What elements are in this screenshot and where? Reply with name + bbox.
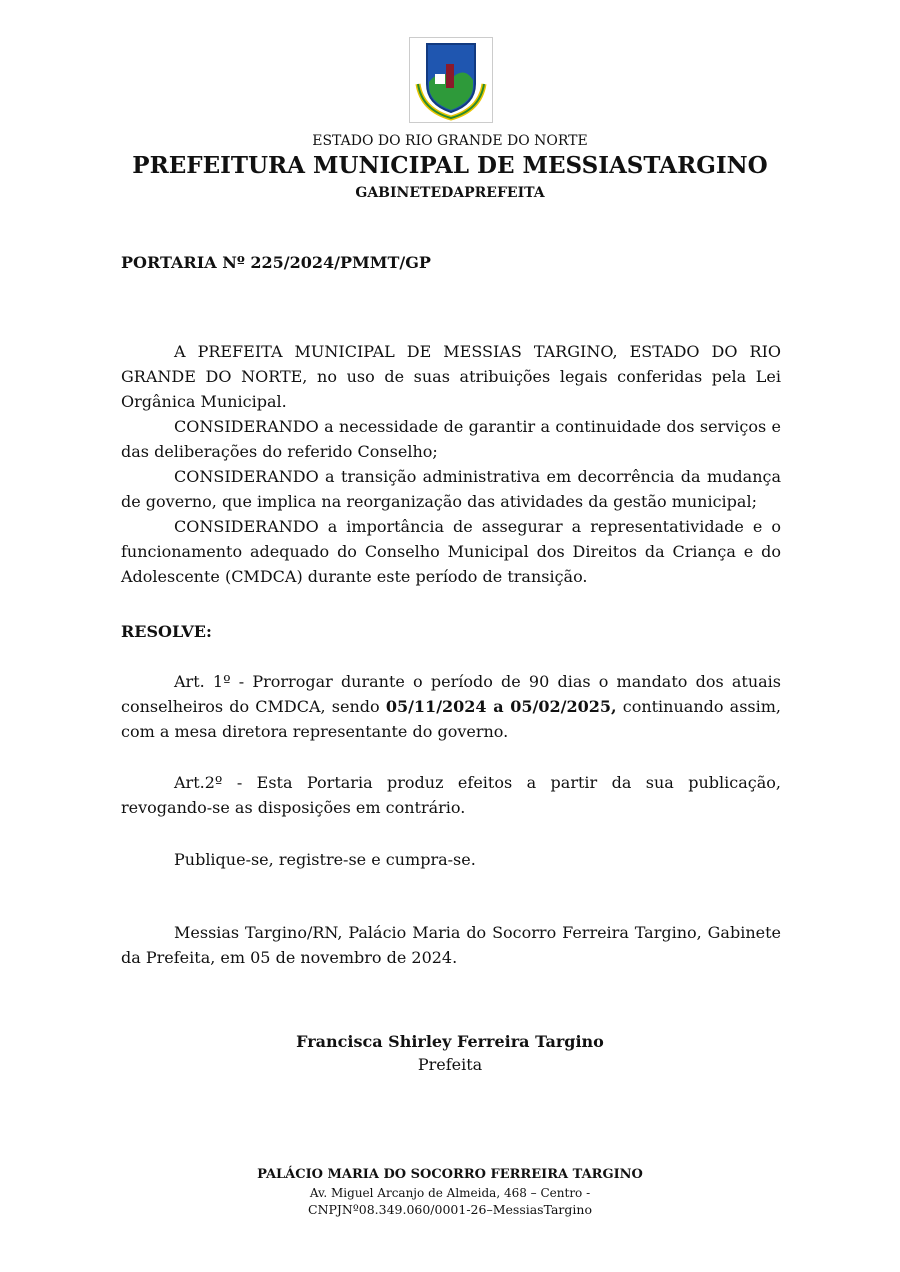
footer-cnpj: CNPJNº08.349.060/0001-26–MessiasTargino <box>308 1202 592 1217</box>
municipal-coat-of-arms-logo <box>409 37 493 123</box>
preamble-paragraph: A PREFEITA MUNICIPAL DE MESSIAS TARGINO, ESTADO DO RIO GRANDE DO NORTE, no uso de suas atribuições legais conferidas pela Lei Orgânica Municipal. <box>121 342 781 411</box>
publish-clause: Publique-se, registre-se e cumpra-se. <box>174 850 476 869</box>
ordinance-title: PORTARIA Nº 225/2024/PMMT/GP <box>121 253 431 272</box>
resolve-heading: RESOLVE: <box>121 622 212 641</box>
city-hall-heading: PREFEITURA MUNICIPAL DE MESSIASTARGINO <box>132 152 768 179</box>
article-1-dates: 05/11/2024 a 05/02/2025, <box>385 697 617 716</box>
footer-address: Av. Miguel Arcanjo de Almeida, 468 – Centro - <box>309 1186 591 1200</box>
considering-paragraph: CONSIDERANDO a transição administrativa em decorrência da mudança de governo, que implica na reorganização das atividades da gestão municipal; <box>121 467 781 511</box>
office-heading: GABINETEDAPREFEITA <box>355 185 545 201</box>
article-1-text-end: continuando assim, com a mesa diretora representante do governo. <box>121 697 782 741</box>
signatory-role: Prefeita <box>417 1055 483 1074</box>
article-1 <box>121 669 781 744</box>
preamble <box>121 339 781 589</box>
footer-building: PALÁCIO MARIA DO SOCORRO FERREIRA TARGINO <box>257 1167 643 1182</box>
signatory-name: Francisca Shirley Ferreira Targino <box>296 1032 604 1051</box>
considering-paragraph: CONSIDERANDO a importância de assegurar a representatividade e o funcionamento adequado do Conselho Municipal dos Direitos da Criança e do Adolescente (CMDCA) durante este período de transição. <box>121 517 781 586</box>
article-2: Art.2º - Esta Portaria produz efeitos a partir da sua publicação, revogando-se as disposições em contrário. <box>121 773 781 817</box>
article-1-text: Art. 1º - Prorrogar durante o período de 90 dias o mandato dos atuais conselheiros do CMDCA, sendo <box>121 672 781 716</box>
place-and-date: Messias Targino/RN, Palácio Maria do Socorro Ferreira Targino, Gabinete da Prefeita, em 05 de novembro de 2024. <box>121 923 781 967</box>
state-heading: ESTADO DO RIO GRANDE DO NORTE <box>312 133 588 149</box>
considering-paragraph: CONSIDERANDO a necessidade de garantir a continuidade dos serviços e das deliberações do referido Conselho; <box>121 417 781 461</box>
